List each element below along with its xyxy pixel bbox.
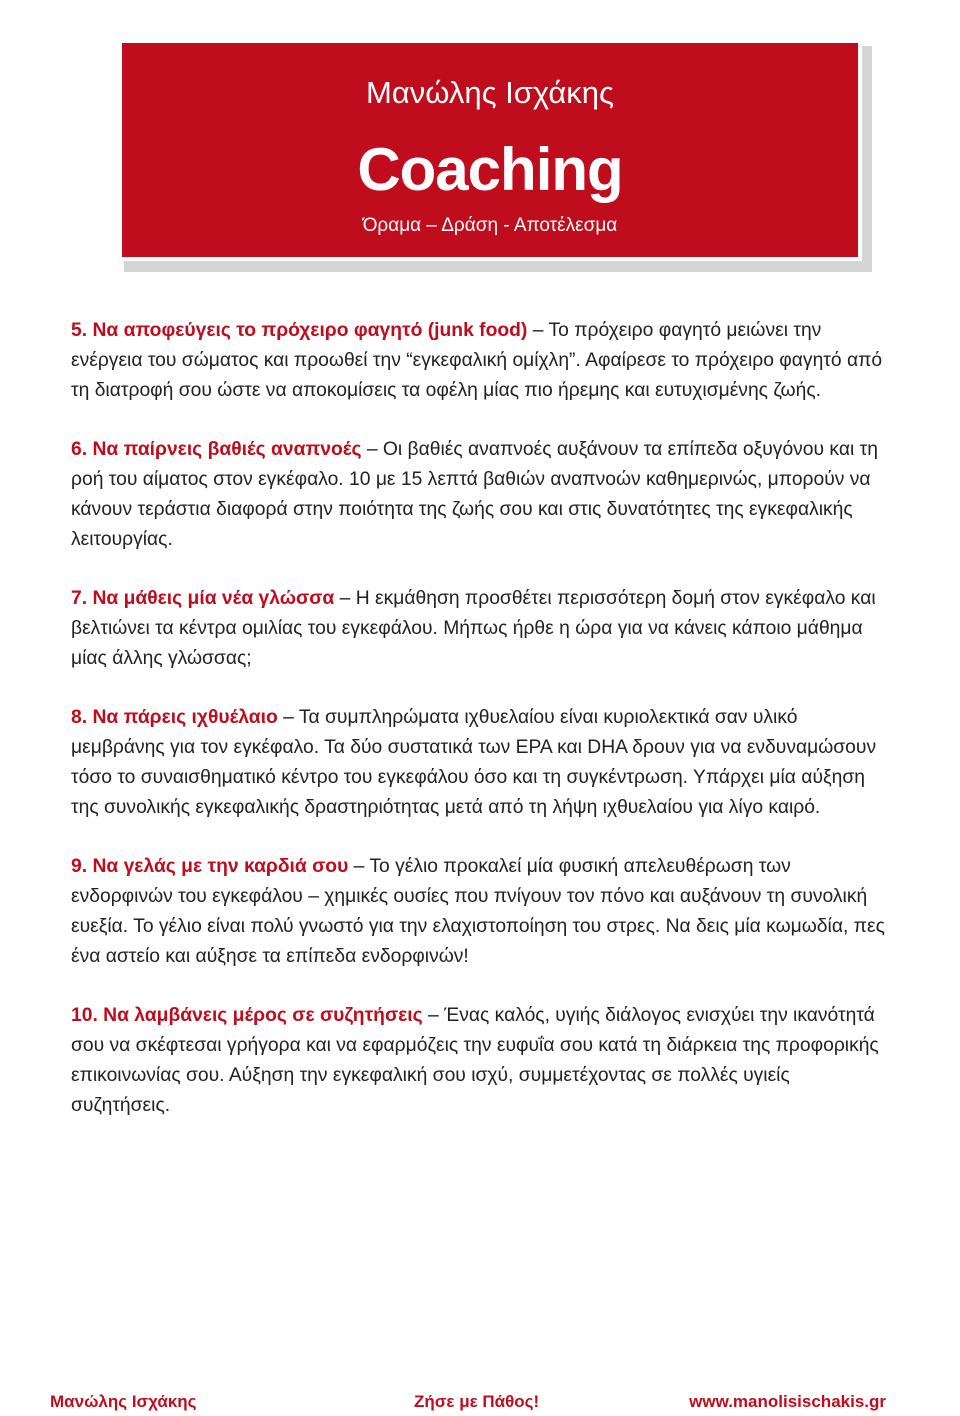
item-heading: Να πάρεις ιχθυέλαιο: [92, 707, 278, 728]
header-banner-fill: [122, 43, 858, 257]
page-title: Coaching: [357, 136, 623, 203]
item-heading: Να γελάς με την καρδιά σου: [92, 856, 349, 877]
article-body: [71, 316, 891, 1150]
item-dash: –: [277, 707, 299, 728]
list-item-5: [71, 316, 891, 406]
item-number: 5.: [71, 320, 88, 341]
item-number: 7.: [71, 588, 88, 609]
item-dash: –: [348, 856, 370, 877]
item-body: Ένας καλός, υγιής διάλογος ενισχύει την ικανότητά σου να σκέφτεσαι γρήγορα και να εφαρμόζεις την ευφυΐα σου κατά τη διάρκεια της προφορικής επικοινωνίας σου. Αύξηση την εγκεφαλική σου ισχύ, συμμετέχοντας σε πολλές υγιείς συζητήσεις.: [71, 1005, 879, 1116]
item-dash: –: [361, 439, 383, 460]
item-number: 10.: [71, 1005, 98, 1026]
list-item-9: [71, 852, 891, 972]
item-dash: –: [527, 320, 549, 341]
footer-website-link[interactable]: www.manolisischakis.gr: [689, 1392, 886, 1411]
item-heading: Να παίρνεις βαθιές αναπνοές: [92, 439, 362, 460]
item-heading: Να λαμβάνεις μέρος σε συζητήσεις: [103, 1005, 423, 1026]
author-name: Μανώλης Ισχάκης: [366, 75, 614, 110]
item-dash: –: [422, 1005, 445, 1026]
item-body: Το πρόχειρο φαγητό μειώνει την ενέργεια του σώματος και προωθεί την “εγκεφαλική ομίχλη”. Αφαίρεσε το πρόχειρο φαγητό από τη διατροφή σου ώστε να αποκομίσεις τα οφέλη μίας πιο ήρεμης και ευτυχισμένης ζωής.: [71, 320, 883, 401]
item-heading: Να μάθεις μία νέα γλώσσα: [92, 588, 335, 609]
item-heading: Να αποφεύγεις το πρόχειρο φαγητό (junk food): [92, 320, 528, 341]
item-dash: –: [334, 588, 356, 609]
item-number: 9.: [71, 856, 88, 877]
item-number: 8.: [71, 707, 88, 728]
item-body: Τα συμπληρώματα ιχθυελαίου είναι κυριολεκτικά σαν υλικό μεμβράνης για τον εγκέφαλο. Τα δύο συστατικά των EPA και DHA δρουν για να ενδυναμώσουν τόσο το συναισθηματικό κέντρο του εγκεφάλου όσο και τη συγκέντρωση. Υπάρχει μία αύξηση της συνολικής εγκεφαλικής δραστηριότητας μετά από τη λήψη ιχθυελαίου για λίγο καιρό.: [71, 707, 877, 818]
list-item-6: [71, 435, 891, 555]
page-footer: [0, 1392, 960, 1416]
item-number: 6.: [71, 439, 88, 460]
list-item-7: [71, 584, 891, 674]
item-body: Η εκμάθηση προσθέτει περισσότερη δομή στον εγκέφαλο και βελτιώνει τα κέντρα ομιλίας του εγκεφάλου. Μήπως ήρθε η ώρα για να κάνεις κάποιο μάθημα μίας άλλης γλώσσας;: [71, 588, 876, 669]
item-body: Οι βαθιές αναπνοές αυξάνουν τα επίπεδα οξυγόνου και τη ροή του αίματος στον εγκέφαλο. 10 με 15 λεπτά βαθιών αναπνοών καθημερινώς, μπορούν να κάνουν τεράστια διαφορά στην ποιότητα της ζωής σου και στις δυνατότητες της εγκεφαλικής λειτουργίας.: [71, 439, 878, 550]
footer-author: Μανώλης Ισχάκης: [50, 1392, 197, 1411]
list-item-10: [71, 1001, 891, 1121]
footer-motto: Ζήσε με Πάθος!: [414, 1392, 540, 1411]
tagline: Όραμα – Δράση - Αποτέλεσμα: [362, 215, 618, 236]
list-item-8: [71, 703, 891, 823]
header-banner: [118, 39, 862, 261]
item-body: Το γέλιο προκαλεί μία φυσική απελευθέρωση των ενδορφινών του εγκεφάλου – χημικές ουσίες που πνίγουν τον πόνο και αυξάνουν τη συνολική ευεξία. Το γέλιο είναι πολύ γνωστό για την ελαχιστοποίηση του στρες. Να δεις μία κωμωδία, πες ένα αστείο και αύξησε τα επίπεδα ενδορφινών!: [71, 856, 885, 967]
